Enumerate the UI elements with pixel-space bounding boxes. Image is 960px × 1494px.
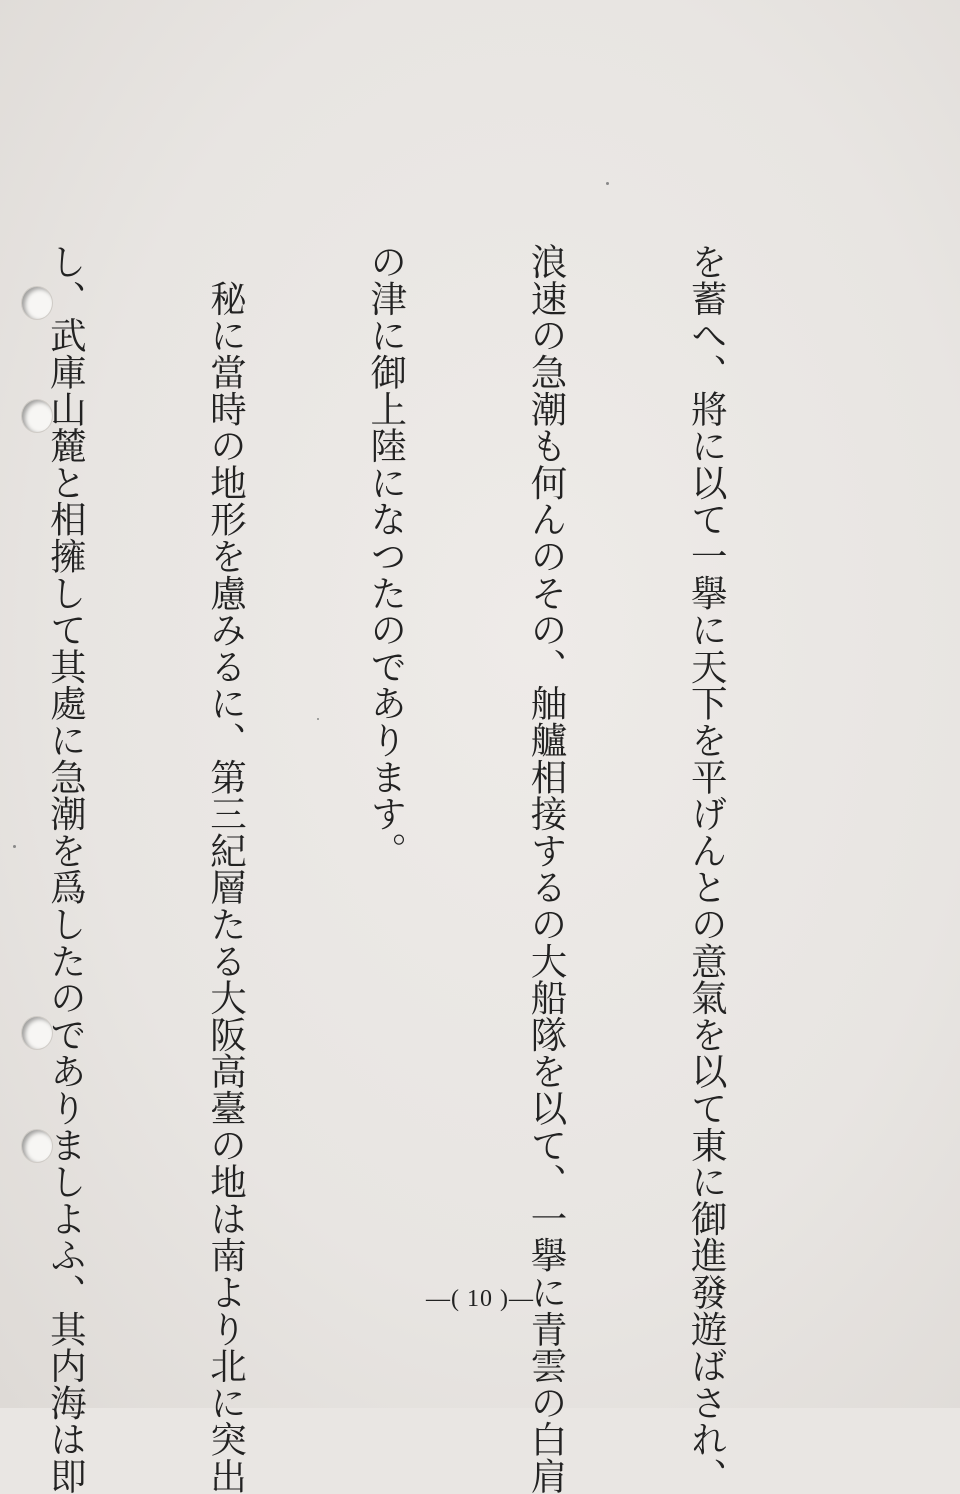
text-column: を蓄へ、將に以て一擧に天下を平げんとの意氣を以て東に御進發遊ばされ、 — [685, 243, 729, 1494]
text-column: の津に御上陸になつたのであります。 — [364, 243, 408, 869]
page-number: —( 10 )— — [426, 1286, 534, 1312]
text-column: 秘に當時の地形を慮みるに、第三紀層たる大阪高臺の地は南より北に突出 — [204, 243, 248, 1494]
text-column: 浪速の急潮も何んのその、舳艫相接するの大船隊を以て、一擧に青雲の白肩 — [524, 243, 568, 1494]
text-column: し、武庫山麓と相擁して其處に急潮を爲したのでありましよふ、其内海は即 — [44, 243, 88, 1494]
